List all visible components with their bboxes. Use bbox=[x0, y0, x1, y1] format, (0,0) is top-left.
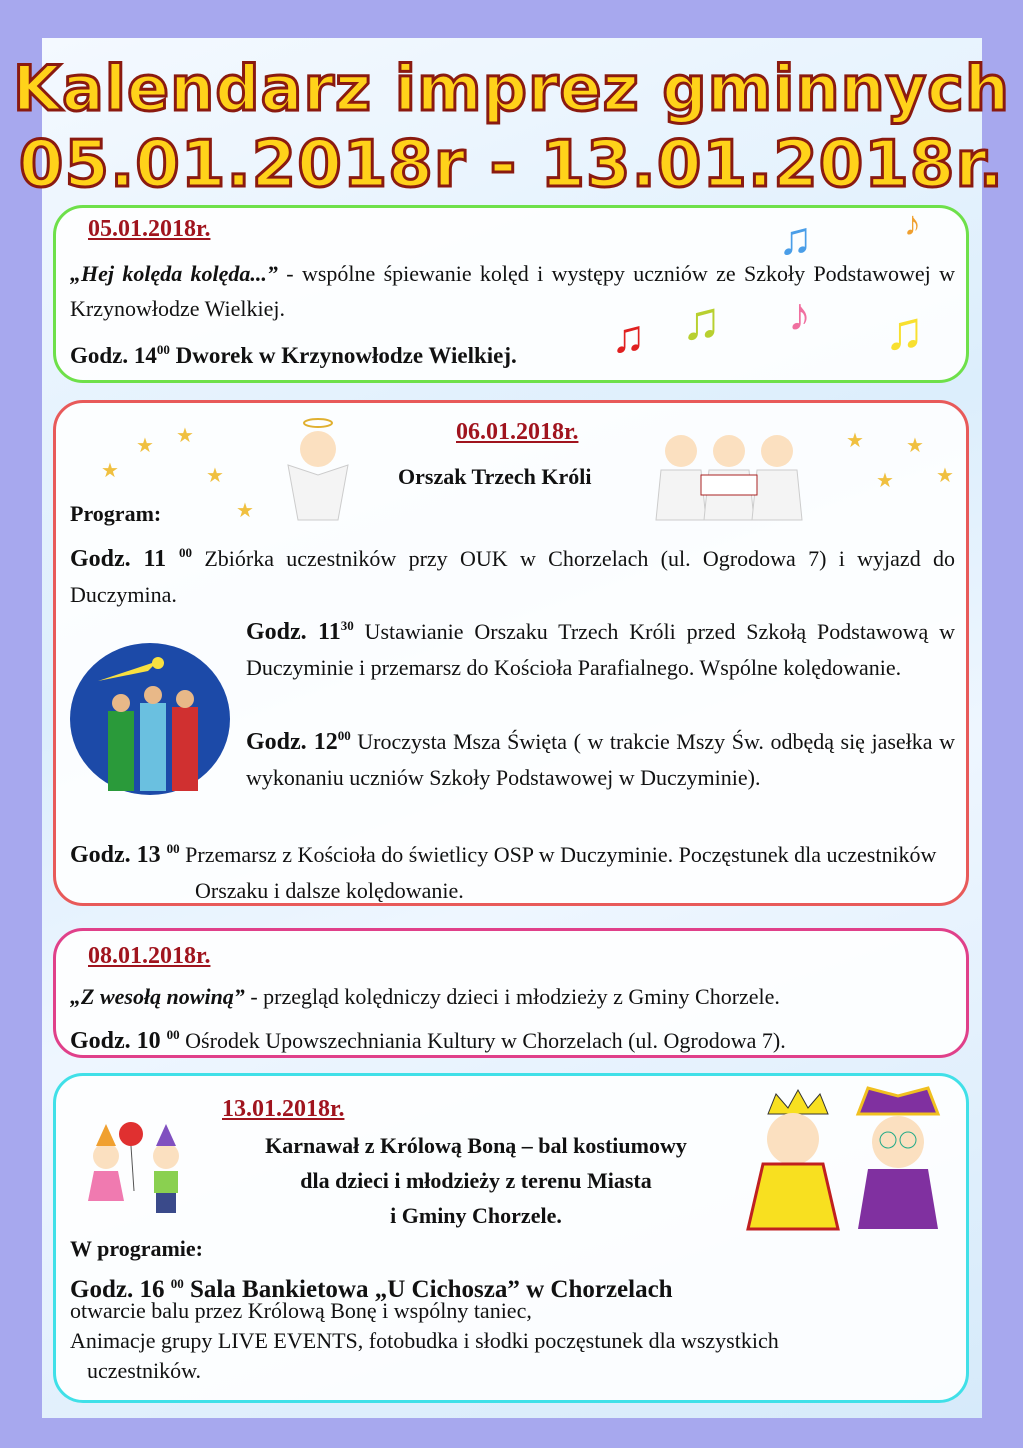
event-box-3 bbox=[53, 928, 969, 1058]
music-note-icon: ♪ bbox=[904, 206, 921, 243]
music-note-icon: ♫ bbox=[884, 301, 925, 361]
event-time-place: Godz. 10 $^{00}$ Ośrodek Upowszechniania Kultury w Chorzelach (ul. Ogrodowa 7). bbox=[70, 1027, 786, 1054]
event-box-2 bbox=[53, 400, 969, 906]
star-icon: ★ bbox=[236, 500, 254, 522]
program-item: Godz. $11^{30}$ Ustawianie Orszaku Trzech Króli przed Szkołą Podstawową w Duczyminie i przemarsz do Kościoła Parafialnego. Wspólne kolędowanie. bbox=[246, 618, 955, 680]
event-box-1 bbox=[53, 205, 969, 383]
music-note-icon: ♫ bbox=[681, 291, 722, 351]
star-icon: ★ bbox=[936, 465, 954, 487]
event-box-4 bbox=[53, 1073, 969, 1403]
three-kings-icon bbox=[68, 641, 233, 801]
event-name: Karnawał z Królową Boną – bal kostiumowy dla dzieci i młodzieży z terenu Miasta i Gminy Chorzele. bbox=[265, 1133, 687, 1228]
star-icon: ★ bbox=[906, 435, 924, 457]
star-icon: ★ bbox=[206, 465, 224, 487]
music-note-icon: ♫ bbox=[611, 311, 646, 362]
angel-icon bbox=[278, 415, 358, 525]
event-name: Orszak Trzech Króli bbox=[398, 464, 592, 489]
event-date: 08.01.2018r. bbox=[88, 943, 211, 969]
music-note-icon: ♫ bbox=[778, 213, 813, 264]
star-icon: ★ bbox=[846, 430, 864, 452]
event-time-place: Godz. 16 $^{00}$ Sala Bankietowa „U Cichosza” w Chorzelach bbox=[70, 1276, 673, 1303]
program-item: Godz. 11 $^{00}$ Zbiórka uczestników przy OUK w Chorzelach (ul. Ogrodowa 7) i wyjazd do Duczymina. bbox=[70, 545, 956, 607]
poster-date-range: 05.01.2018r - 13.01.2018r. bbox=[18, 128, 1005, 202]
star-icon: ★ bbox=[876, 470, 894, 492]
queen-king-icon bbox=[738, 1084, 948, 1234]
event-date: 13.01.2018r. bbox=[222, 1096, 345, 1122]
program-label: W programie: bbox=[70, 1236, 203, 1261]
angels-choir-icon bbox=[651, 415, 811, 525]
poster-title: Kalendarz imprez gminnych bbox=[12, 52, 1011, 125]
music-note-icon: ♪ bbox=[788, 289, 811, 340]
event-program-details: otwarcie balu przez Królową Bonę i wspólny taniec, Animacje grupy LIVE EVENTS, fotobudka i słodki poczęstunek dla wszystkich uczestników. bbox=[70, 1298, 779, 1383]
program-item: Godz. $12^{00}$ Uroczysta Msza Święta ( w trakcie Mszy Św. odbędą się jasełka w wykonaniu uczniów Szkoły Podstawowej w Duczyminie). bbox=[246, 728, 955, 790]
program-item: Godz. 13 $^{00}$ Przemarsz z Kościoła do świetlicy OSP w Duczyminie. Poczęstunek dla uczestników Orszaku i dalsze kolędowanie. bbox=[70, 841, 937, 903]
star-icon: ★ bbox=[101, 460, 119, 482]
program-label: Program: bbox=[70, 501, 162, 526]
event-time-place: Godz. $14^{00}$ Dworek w Krzynowłodze Wielkiej. bbox=[70, 342, 517, 368]
event-description: „Z wesołą nowiną” - przegląd kolędniczy dzieci i młodzieży z Gminy Chorzele. bbox=[70, 984, 780, 1009]
star-icon: ★ bbox=[176, 425, 194, 447]
event-date: 05.01.2018r. bbox=[88, 216, 211, 242]
star-icon: ★ bbox=[136, 435, 154, 457]
event-date: 06.01.2018r. bbox=[456, 419, 579, 445]
party-kids-icon bbox=[66, 1116, 216, 1216]
event-description: „Hej kolęda kolęda...” - wspólne śpiewanie kolęd i występy uczniów ze Szkoły Podstawowej w Krzynowłodze Wielkiej. bbox=[70, 261, 955, 321]
